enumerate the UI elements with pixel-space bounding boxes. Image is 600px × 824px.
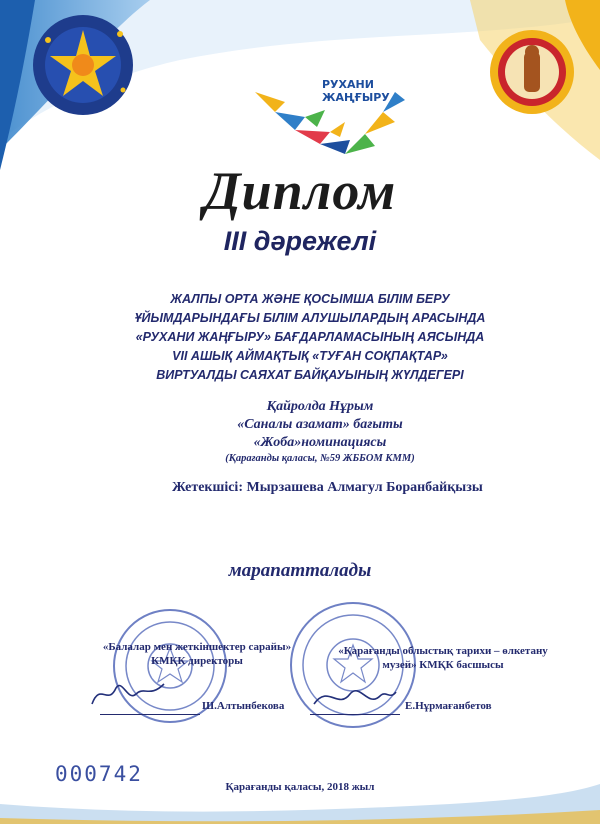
heading-line: VII АШЫҚ АЙМАҚТЫҚ «ТУҒАН СОҚПАҚТАР»: [172, 349, 448, 363]
signature-line-left: [100, 714, 200, 715]
signature-right-icon: [308, 680, 398, 716]
recipient-block: [200, 398, 440, 466]
signatory-left-role: КМҚК директоры: [151, 655, 243, 667]
footer-city-year: Қарағанды қаласы, 2018 жыл: [225, 781, 375, 793]
signatory-right-org: «Қарағанды облыстық тарихи – өлкетану: [338, 645, 548, 657]
signature-line-right: [310, 714, 400, 715]
recipient-school: (Қарағанды қаласы, №59 ЖББОМ КММ): [225, 453, 415, 464]
palace-logo-icon: [28, 10, 138, 120]
rukhani-line-2: ЖАҢҒЫРУ: [322, 91, 390, 104]
diploma-degree: III дәрежелі: [223, 226, 377, 256]
recipient-nomination: «Жоба»номинациясы: [253, 435, 387, 450]
recipient-direction: «Саналы азамат» бағыты: [237, 417, 403, 432]
award-heading: [120, 290, 500, 385]
rukhani-zhangyru-label: [322, 78, 390, 104]
signatory-right-name: Е.Нұрмағанбетов: [405, 700, 492, 712]
signatory-left-org: «Балалар мен жеткіншектер сарайы»: [102, 641, 292, 653]
heading-line: ВИРТУАЛДЫ САЯХАТ БАЙҚАУЫНЫҢ ЖҮЛДЕГЕРІ: [156, 368, 464, 382]
signatory-right-role: музей» КМҚК басшысы: [382, 659, 504, 671]
supervisor-line: Жетекшісі: Мырзашева Алмагул Боранбайқызы: [172, 480, 483, 495]
serial-number: 000742: [55, 762, 143, 786]
footer-decoration: [0, 764, 600, 824]
rukhani-line-1: РУХАНИ: [322, 78, 374, 91]
heading-line: «РУХАНИ ЖАҢҒЫРУ» БАҒДАРЛАМАСЫНЫҢ АЯСЫНДА: [135, 330, 485, 344]
awarded-text: марапатталады: [228, 560, 372, 581]
heading-line: ҰЙЫМДАРЫНДАҒЫ БІЛІМ АЛУШЫЛАРДЫҢ АРАСЫНДА: [134, 311, 486, 325]
recipient-name: Қайролда Нұрым: [266, 399, 374, 414]
museum-logo-icon: [488, 28, 576, 116]
diploma-title: Диплом: [203, 161, 397, 221]
signatory-right: [318, 644, 568, 672]
signature-left-icon: [88, 676, 168, 712]
signatory-left: [82, 640, 312, 668]
heading-line: ЖАЛПЫ ОРТА ЖӘНЕ ҚОСЫМША БІЛІМ БЕРУ: [170, 292, 450, 306]
signatory-left-name: Ш.Алтынбекова: [202, 700, 285, 712]
